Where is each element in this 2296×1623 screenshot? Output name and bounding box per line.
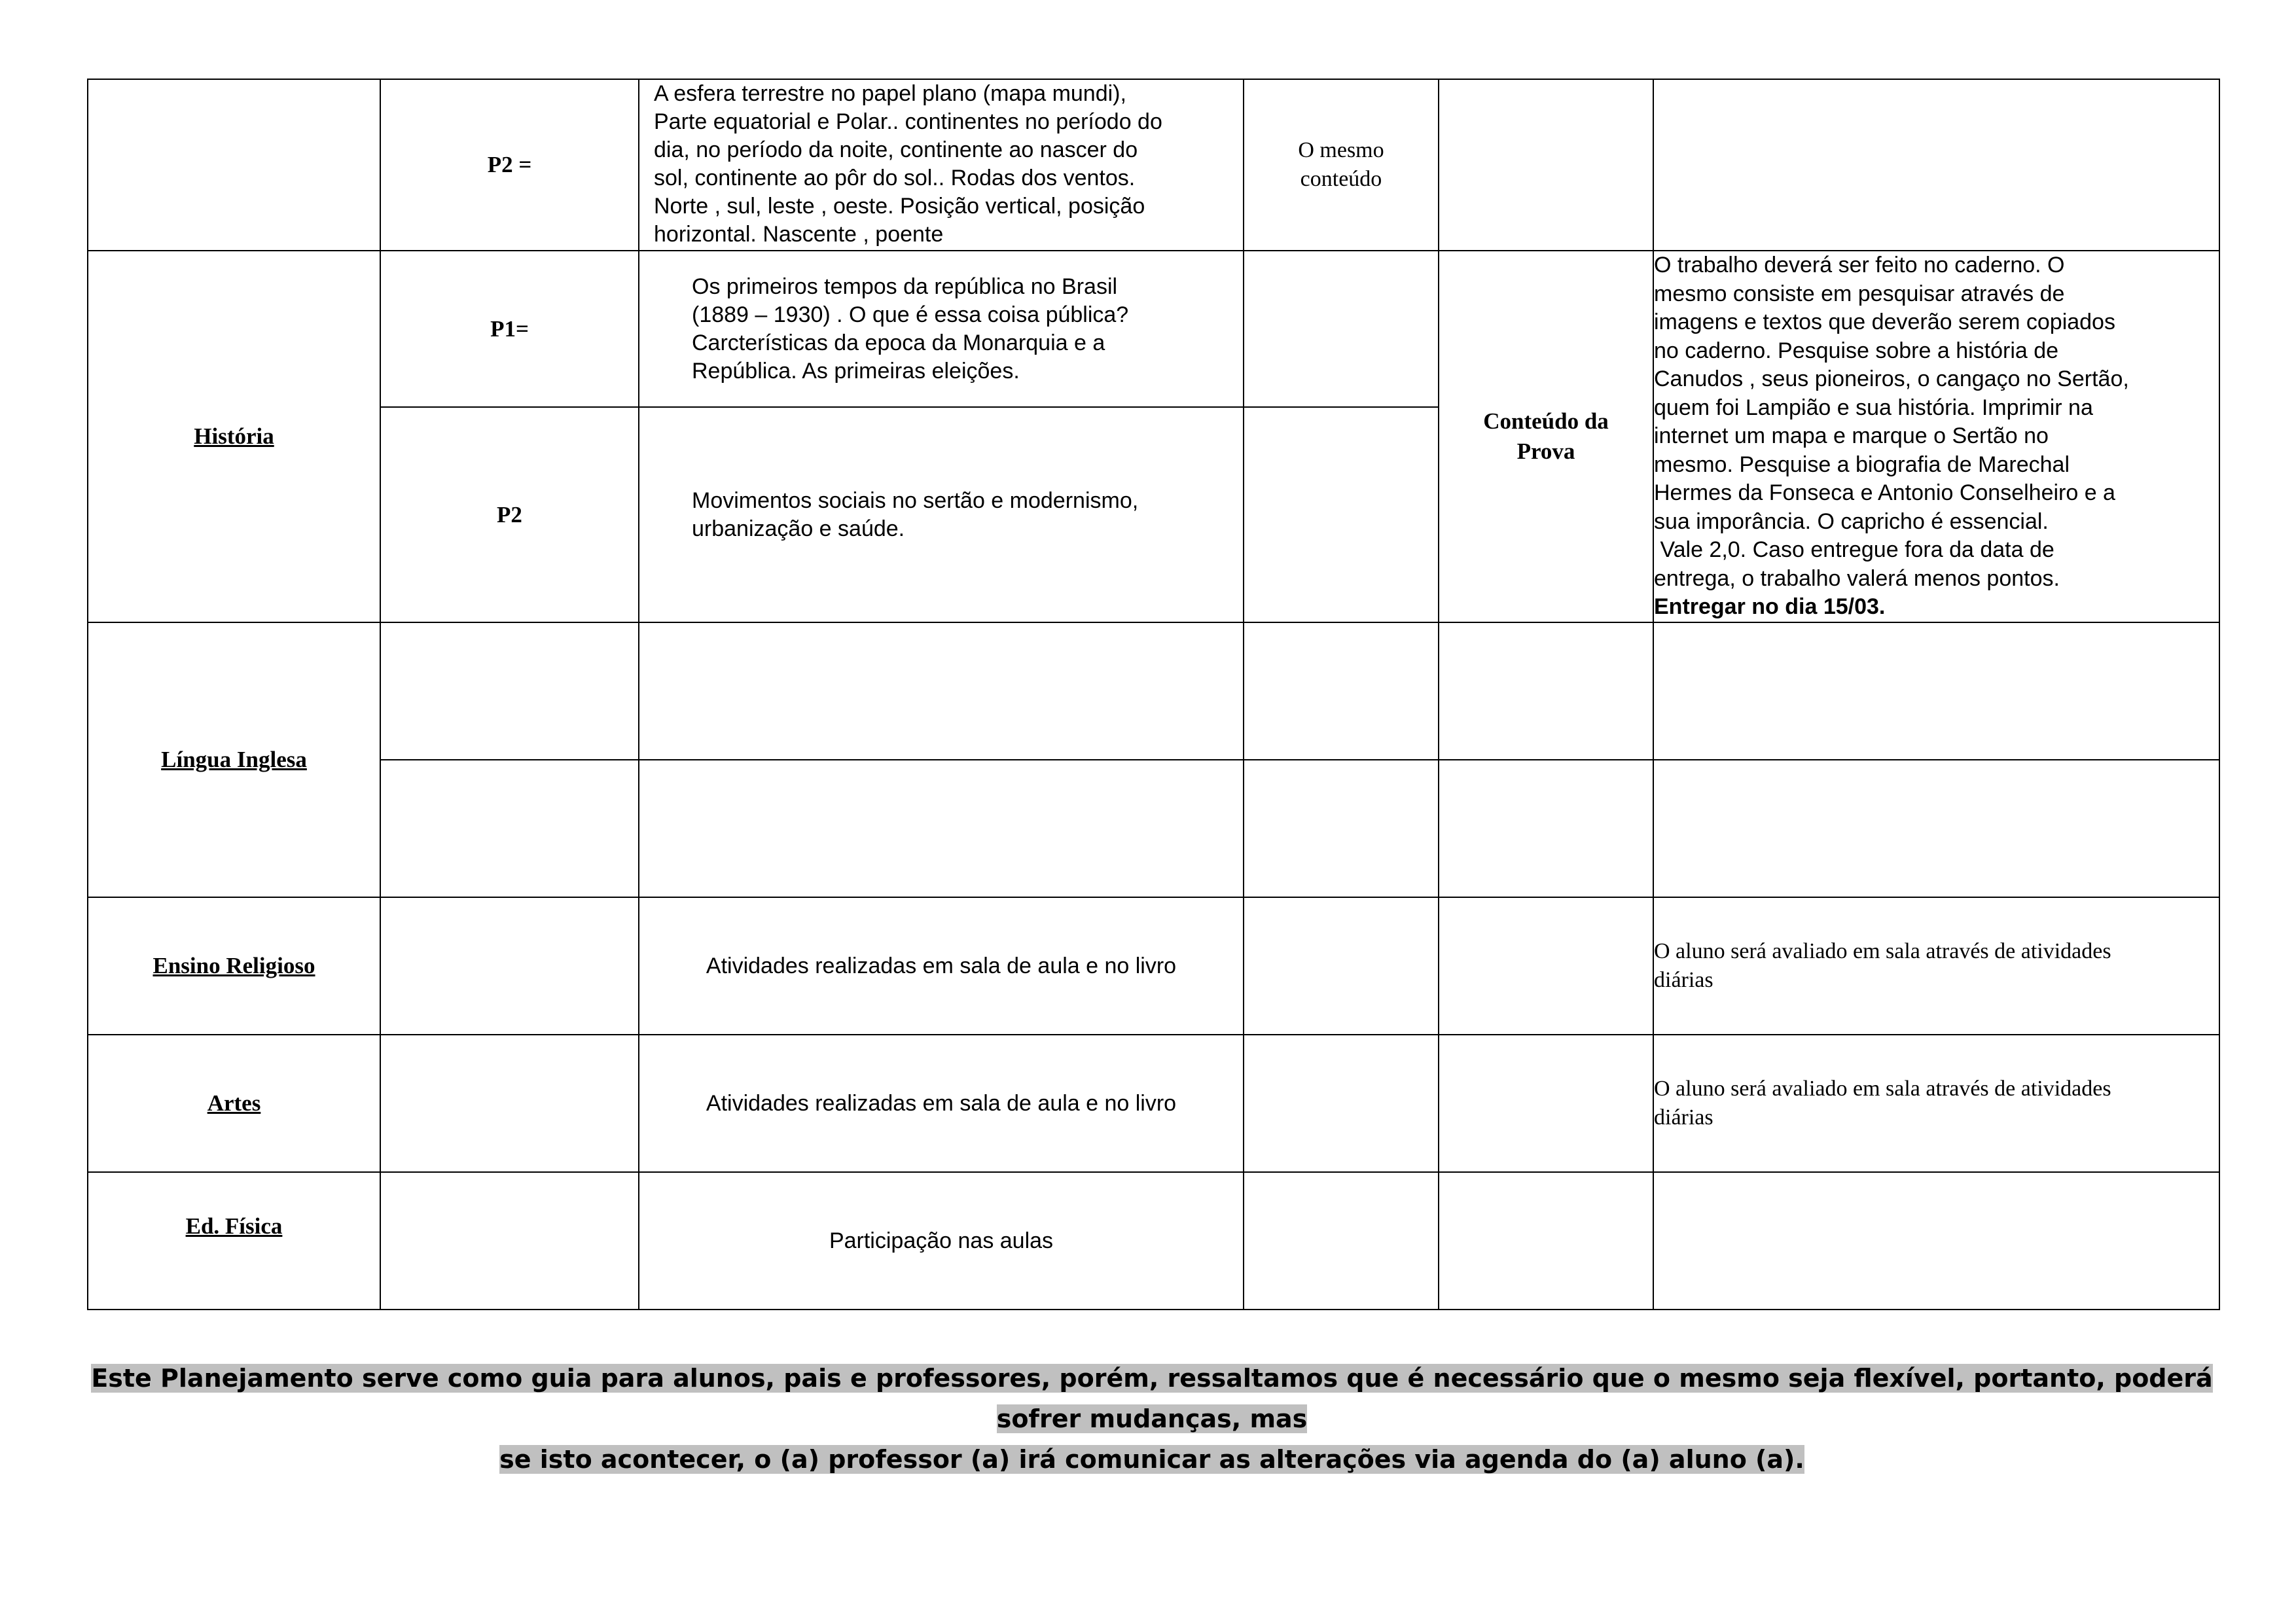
empty-cell [1439,1035,1653,1172]
planning-table [87,79,2220,1310]
empty-cell [1244,251,1439,407]
empty-cell [380,760,639,897]
empty-cell [380,622,639,760]
empty-cell [1653,79,2219,251]
content-line: A esfera terrestre no papel plano (mapa mundi), [654,81,1126,106]
assignment-line: mesmo consiste em pesquisar através de [1654,281,2065,306]
empty-cell [1244,407,1439,622]
table-row [88,760,2219,897]
evaluation-cell [1439,251,1653,622]
evaluation-line: O mesmo [1298,138,1384,162]
exam-content [639,407,1244,622]
evaluation-note [1653,1035,2219,1172]
empty-cell [1439,897,1653,1035]
assignment-line: Canudos , seus pioneiros, o cangaço no Sertão, [1654,366,2129,392]
content-line: República. As primeiras eleições. [692,358,1020,383]
empty-cell [1244,897,1439,1035]
assignment-line: O trabalho deverá ser feito no caderno. O [1654,253,2065,278]
assignment-line: entrega, o trabalho valerá menos pontos. [1654,565,2060,591]
evaluation-line: diárias [1654,968,1713,992]
evaluation-line: diárias [1654,1105,1713,1130]
content-line: Norte , sul, leste , oeste. Posição vertical, posição [654,194,1145,219]
assignment-line: Hermes da Fonseca e Antonio Conselheiro e a [1654,480,2115,506]
content-line: Movimentos sociais no sertão e modernismo, [692,488,1139,513]
exam-label: P2 [380,407,639,622]
exam-content: Atividades realizadas em sala de aula e no livro [639,897,1244,1035]
subject-historia: História [88,251,380,622]
subject-ingles: Língua Inglesa [88,622,380,897]
table-row [88,897,2219,1035]
table-row [88,1035,2219,1172]
empty-cell [380,1172,639,1310]
content-line: dia, no período da noite, continente ao nascer do [654,137,1138,162]
evaluation-line: conteúdo [1300,167,1382,191]
content-line: urbanização e saúde. [692,516,905,541]
disclaimer-line: Este Planejamento serve como guia para alunos, pais e professores, porém, ressaltamos que é necessário que o mesmo seja flexível, portanto, poderá sofrer mudanças, mas [91,1364,2213,1433]
exam-label: P2 = [380,79,639,251]
disclaimer-line: se isto acontecer, o (a) professor (a) irá comunicar as alterações via agenda do (a) aluno (a). [499,1445,1804,1474]
delivery-date: Entregar no dia 15/03. [1654,594,1886,620]
exam-content: Participação nas aulas [639,1172,1244,1310]
empty-cell [1439,622,1653,760]
assignment-cell [1653,251,2219,622]
assignment-line: mesmo. Pesquise a biografia de Marechal [1654,452,2070,477]
assignment-line: imagens e textos que deverão serem copiados [1654,310,2115,335]
subject-artes: Artes [88,1035,380,1172]
empty-cell [380,897,639,1035]
assignment-line: no caderno. Pesquise sobre a história de [1654,338,2059,363]
empty-cell [1439,760,1653,897]
evaluation-line: Conteúdo da [1483,408,1609,434]
empty-cell [639,622,1244,760]
content-line: horizontal. Nascente , poente [654,222,944,247]
exam-content [639,79,1244,251]
table-row [88,1172,2219,1310]
assignment-line: quem foi Lampião e sua história. Imprimir na [1654,395,2093,420]
content-line: Os primeiros tempos da república no Brasil [692,274,1118,299]
content-line: sol, continente ao pôr do sol.. Rodas dos ventos. [654,166,1136,190]
evaluation-cell [1244,79,1439,251]
exam-content [639,251,1244,407]
planning-disclaimer [65,1358,2238,1480]
empty-cell [1244,1035,1439,1172]
table-row [88,79,2219,251]
empty-cell [1244,1172,1439,1310]
exam-label: P1= [380,251,639,407]
assignment-line: sua imporância. O capricho é essencial. [1654,508,2049,534]
empty-cell [1439,79,1653,251]
content-line: Carcterísticas da epoca da Monarquia e a [692,330,1105,355]
content-line: Parte equatorial e Polar.. continentes no período do [654,109,1162,134]
subject-religioso: Ensino Religioso [88,897,380,1035]
exam-content: Atividades realizadas em sala de aula e no livro [639,1035,1244,1172]
subject-edfisica: Ed. Física [88,1172,380,1310]
evaluation-line: Prova [1516,438,1575,464]
evaluation-note [1653,897,2219,1035]
empty-cell [1244,622,1439,760]
assignment-line: Vale 2,0. Caso entregue fora da data de [1654,537,2054,563]
evaluation-line: O aluno será avaliado em sala através de atividades [1654,939,2111,963]
subject-cell-empty [88,79,380,251]
empty-cell [1439,1172,1653,1310]
table-row [88,622,2219,760]
table-row [88,251,2219,407]
assignment-line: internet um mapa e marque o Sertão no [1654,423,2049,449]
empty-cell [639,760,1244,897]
empty-cell [1653,760,2219,897]
evaluation-line: O aluno será avaliado em sala através de atividades [1654,1077,2111,1101]
empty-cell [380,1035,639,1172]
empty-cell [1244,760,1439,897]
empty-cell [1653,622,2219,760]
content-line: (1889 – 1930) . O que é essa coisa pública? [692,302,1129,327]
empty-cell [1653,1172,2219,1310]
